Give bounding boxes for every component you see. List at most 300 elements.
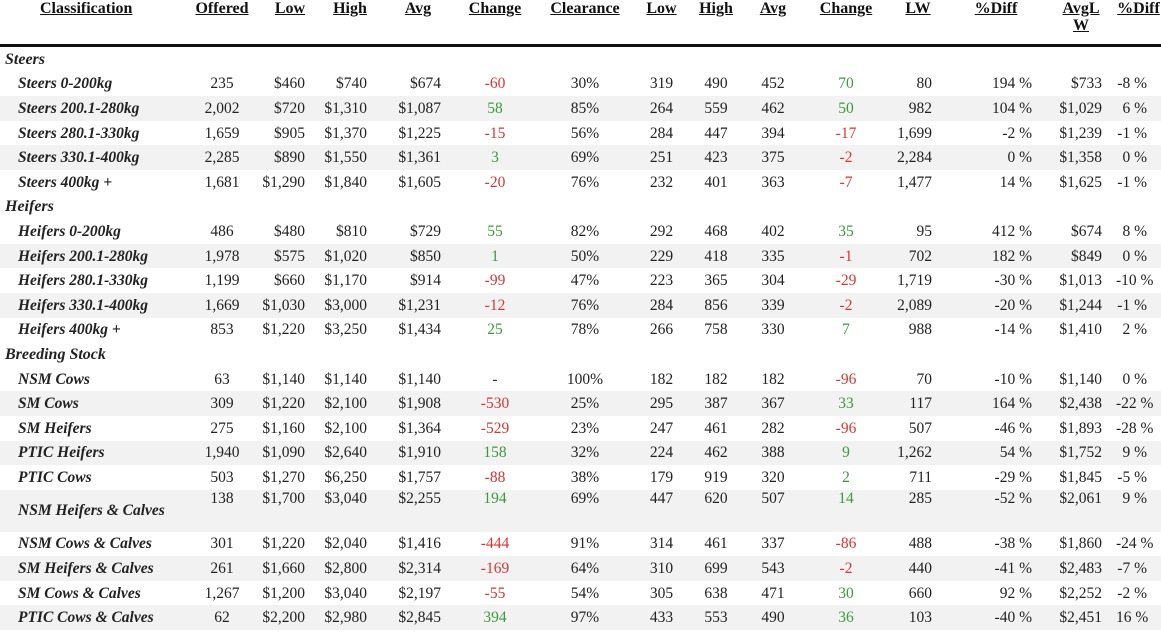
cell-avg-lw: $2,483 xyxy=(1046,556,1116,581)
cell-clearance: 91% xyxy=(570,535,600,553)
cell-pct-diff: -38 % xyxy=(994,535,1032,553)
cell-change-weight: -29 xyxy=(835,272,857,290)
cell-low-price: $1,200 xyxy=(262,584,305,602)
cell-avg-weight: 543 xyxy=(744,556,802,581)
cell-high-price: $2,100 xyxy=(324,419,367,437)
cell-low-weight: 266 xyxy=(649,321,674,339)
cell-lw: 117 xyxy=(890,391,946,416)
header-low: Low xyxy=(274,0,306,17)
cell-high-weight: 447 xyxy=(704,124,728,142)
cell-change-price: -529 xyxy=(480,419,510,437)
row-classification: SM Heifers & Calves xyxy=(0,556,183,581)
cell-lw: 70 xyxy=(916,370,932,388)
header-avg-lw: AvgL W xyxy=(1062,0,1100,34)
cell-avg-price: $1,087 xyxy=(381,96,455,121)
cell-avg-price: $914 xyxy=(410,272,441,290)
cell-pct-diff-2: 6 % xyxy=(1116,96,1161,121)
row-classification: Heifers 0-200kg xyxy=(18,222,121,240)
cell-offered: 138 xyxy=(183,490,261,532)
cell-low-weight: 284 xyxy=(649,124,674,142)
cell-clearance: 32% xyxy=(535,441,635,466)
cell-pct-diff: -30 % xyxy=(994,272,1032,290)
cell-offered: 309 xyxy=(183,391,261,416)
cell-avg-lw: $1,845 xyxy=(1059,468,1102,486)
header-change: Change xyxy=(468,0,522,17)
cell-avg-price: $1,908 xyxy=(381,391,455,416)
cell-avg-lw: $2,451 xyxy=(1046,605,1116,630)
cell-avg-lw: $2,061 xyxy=(1046,490,1116,532)
cell-pct-diff-2: -28 % xyxy=(1116,419,1154,437)
cell-low-weight: 264 xyxy=(635,96,688,121)
table-row xyxy=(0,72,1161,97)
cell-high-price: $3,250 xyxy=(324,321,367,339)
cell-low-price: $1,700 xyxy=(261,490,319,532)
cell-change-price: 3 xyxy=(455,145,535,170)
cell-pct-diff: -40 % xyxy=(946,605,1046,630)
cell-high-weight: 461 xyxy=(704,419,728,437)
table-row xyxy=(0,605,1161,630)
cell-avg-lw: $1,013 xyxy=(1059,272,1102,290)
cell-change-price: -12 xyxy=(455,293,535,318)
cell-change-weight: -2 xyxy=(802,145,890,170)
cell-high-price: $3,040 xyxy=(319,490,381,532)
cell-clearance: 23% xyxy=(570,419,600,437)
cell-avg-lw: $674 xyxy=(1071,222,1102,240)
table-row xyxy=(0,556,1161,581)
cell-change-weight: 70 xyxy=(838,75,854,93)
row-classification: Steers 0-200kg xyxy=(18,75,113,93)
cell-high-weight: 758 xyxy=(704,321,728,339)
cell-change-price: -55 xyxy=(484,584,506,602)
cell-low-price: $1,220 xyxy=(261,391,319,416)
cell-low-price: $660 xyxy=(274,272,305,290)
cell-low-weight: 224 xyxy=(635,441,688,466)
table-row xyxy=(0,219,1161,244)
cell-change-weight: 33 xyxy=(802,391,890,416)
cell-high-weight: 468 xyxy=(704,222,728,240)
cell-avg-weight: 282 xyxy=(761,419,785,437)
cell-clearance: 38% xyxy=(570,468,600,486)
cell-avg-price: $1,361 xyxy=(381,145,455,170)
cell-avg-lw: $1,244 xyxy=(1046,293,1116,318)
cell-low-weight: 182 xyxy=(649,370,674,388)
cell-lw: 702 xyxy=(890,244,946,269)
cell-change-weight: 30 xyxy=(838,584,854,602)
table-row xyxy=(0,416,1161,441)
cell-clearance: 30% xyxy=(570,75,600,93)
table-row xyxy=(0,532,1161,557)
table-row xyxy=(0,293,1161,318)
cell-change-weight: -86 xyxy=(835,535,857,553)
cell-lw: 80 xyxy=(916,75,932,93)
cell-pct-diff-2: -10 % xyxy=(1116,272,1154,290)
cell-change-price: 1 xyxy=(455,244,535,269)
table-row xyxy=(0,465,1161,490)
cell-avg-weight: 471 xyxy=(761,584,785,602)
section-row xyxy=(0,195,1161,220)
cell-high-weight: 401 xyxy=(704,173,728,191)
cell-avg-price: $1,225 xyxy=(398,124,441,142)
cell-avg-price: $1,364 xyxy=(398,419,441,437)
cell-offered: 503 xyxy=(210,468,234,486)
cell-avg-price: $729 xyxy=(410,222,441,240)
header-low-weight: Low xyxy=(646,0,677,17)
cell-offered: 2,285 xyxy=(183,145,261,170)
table-row xyxy=(0,367,1161,392)
cell-high-weight: 553 xyxy=(688,605,744,630)
cell-high-weight: 559 xyxy=(688,96,744,121)
cell-pct-diff-2: 2 % xyxy=(1122,321,1147,339)
cell-lw: 103 xyxy=(890,605,946,630)
cell-change-price: -99 xyxy=(484,272,506,290)
cell-offered: 1,267 xyxy=(204,584,240,602)
cell-change-price: -60 xyxy=(484,75,506,93)
row-classification: PTIC Cows xyxy=(18,468,92,486)
cell-avg-lw: $1,029 xyxy=(1046,96,1116,121)
cell-avg-weight: 339 xyxy=(744,293,802,318)
cell-low-weight: 179 xyxy=(649,468,674,486)
cell-avg-price: $2,314 xyxy=(381,556,455,581)
row-classification: Heifers 330.1-400kg xyxy=(0,293,183,318)
cell-avg-weight: 304 xyxy=(761,272,785,290)
cell-change-weight: -2 xyxy=(802,293,890,318)
cell-pct-diff: -29 % xyxy=(994,468,1032,486)
cell-change-weight: -96 xyxy=(835,370,857,388)
cell-pct-diff: 14 % xyxy=(999,173,1032,191)
table-row xyxy=(0,96,1161,121)
cell-high-price: $2,040 xyxy=(324,535,367,553)
cell-pct-diff: 54 % xyxy=(946,441,1046,466)
cell-low-weight: 310 xyxy=(635,556,688,581)
cell-pct-diff-2: 9 % xyxy=(1116,490,1161,532)
cell-change-price: 194 xyxy=(455,490,535,532)
cell-low-price: $460 xyxy=(274,75,305,93)
cell-change-price: - xyxy=(492,370,498,388)
cell-high-weight: 462 xyxy=(688,441,744,466)
cell-high-price: $2,100 xyxy=(319,391,381,416)
cell-clearance: 85% xyxy=(535,96,635,121)
section-title: Breeding Stock xyxy=(5,345,106,363)
cell-change-price: 58 xyxy=(455,96,535,121)
header-pct-diff-2: %Diff xyxy=(1117,0,1160,17)
cell-avg-lw: $2,438 xyxy=(1046,391,1116,416)
cell-high-price: $1,840 xyxy=(324,173,367,191)
cell-pct-diff: -2 % xyxy=(1002,124,1032,142)
cell-pct-diff-2: 0 % xyxy=(1122,370,1147,388)
cell-change-price: -20 xyxy=(484,173,506,191)
cell-avg-lw: $1,860 xyxy=(1059,535,1102,553)
cell-low-weight: 295 xyxy=(635,391,688,416)
cell-high-price: $6,250 xyxy=(324,468,367,486)
table-header xyxy=(0,0,1161,46)
cell-lw: 1,699 xyxy=(897,124,932,142)
cell-clearance: 54% xyxy=(570,584,600,602)
cell-high-price: $1,020 xyxy=(319,244,381,269)
cell-low-price: $905 xyxy=(274,124,305,142)
cell-avg-price: $1,140 xyxy=(398,370,441,388)
cell-pct-diff: 92 % xyxy=(999,584,1032,602)
cell-change-weight: 7 xyxy=(842,321,850,339)
cell-clearance: 64% xyxy=(535,556,635,581)
table-row xyxy=(0,145,1161,170)
cell-change-weight: -2 xyxy=(802,556,890,581)
cell-pct-diff: 0 % xyxy=(946,145,1046,170)
cell-pct-diff: -14 % xyxy=(994,321,1032,339)
table-row xyxy=(0,244,1161,269)
cell-avg-lw: $849 xyxy=(1046,244,1116,269)
cell-lw: 2,284 xyxy=(890,145,946,170)
cell-clearance: 69% xyxy=(535,490,635,532)
cell-offered: 1,199 xyxy=(204,272,240,290)
cell-avg-lw: $1,893 xyxy=(1059,419,1102,437)
cell-low-price: $890 xyxy=(261,145,319,170)
cell-avg-weight: 335 xyxy=(744,244,802,269)
header-lw: LW xyxy=(905,0,931,17)
cell-avg-lw: $2,252 xyxy=(1059,584,1102,602)
cell-avg-lw: $1,239 xyxy=(1059,124,1102,142)
cell-avg-lw: $1,625 xyxy=(1059,173,1102,191)
header-pct-diff: %Diff xyxy=(974,0,1018,17)
cell-offered: 62 xyxy=(183,605,261,630)
cell-lw: 1,262 xyxy=(890,441,946,466)
cell-change-weight: -96 xyxy=(835,419,857,437)
cell-lw: 1,477 xyxy=(897,173,932,191)
cell-high-weight: 490 xyxy=(704,75,728,93)
cell-pct-diff-2: -1 % xyxy=(1117,173,1147,191)
cell-avg-price: $1,416 xyxy=(398,535,441,553)
cell-avg-lw: $1,752 xyxy=(1046,441,1116,466)
cell-high-weight: 182 xyxy=(704,370,728,388)
cell-clearance: 100% xyxy=(566,370,604,388)
header-offered: Offered xyxy=(195,0,249,17)
table-row xyxy=(0,490,1161,532)
table-row xyxy=(0,318,1161,343)
cell-clearance: 78% xyxy=(570,321,600,339)
cell-pct-diff: -20 % xyxy=(946,293,1046,318)
cell-high-price: $2,640 xyxy=(319,441,381,466)
cell-low-weight: 319 xyxy=(649,75,674,93)
cell-low-weight: 284 xyxy=(635,293,688,318)
cell-high-price: $3,000 xyxy=(319,293,381,318)
cell-high-weight: 423 xyxy=(688,145,744,170)
cell-lw: 660 xyxy=(908,584,932,602)
cell-low-price: $1,160 xyxy=(262,419,305,437)
cell-low-weight: 251 xyxy=(635,145,688,170)
cell-low-price: $1,220 xyxy=(262,321,305,339)
cell-lw: 440 xyxy=(890,556,946,581)
cell-offered: 63 xyxy=(214,370,230,388)
cell-lw: 285 xyxy=(890,490,946,532)
cell-pct-diff-2: -1 % xyxy=(1116,293,1161,318)
cell-high-price: $740 xyxy=(336,75,367,93)
table-row xyxy=(0,170,1161,195)
cell-pct-diff: -52 % xyxy=(946,490,1046,532)
cell-change-price: -530 xyxy=(455,391,535,416)
cell-high-weight: 620 xyxy=(688,490,744,532)
cell-offered: 1,681 xyxy=(204,173,240,191)
cell-lw: 982 xyxy=(890,96,946,121)
cell-change-weight: 50 xyxy=(802,96,890,121)
row-classification: SM Cows xyxy=(0,391,183,416)
row-classification: PTIC Heifers xyxy=(0,441,183,466)
table-row xyxy=(0,441,1161,466)
cell-avg-price: $1,757 xyxy=(398,468,441,486)
cell-avg-price: $674 xyxy=(410,75,441,93)
cell-high-weight: 418 xyxy=(688,244,744,269)
cell-pct-diff: 182 % xyxy=(946,244,1046,269)
cell-low-weight: 433 xyxy=(635,605,688,630)
header-classification: Classification xyxy=(40,0,133,17)
cell-clearance: 56% xyxy=(570,124,600,142)
cell-pct-diff: -46 % xyxy=(994,419,1032,437)
cell-pct-diff: 104 % xyxy=(946,96,1046,121)
cell-low-price: $575 xyxy=(261,244,319,269)
cell-avg-weight: 462 xyxy=(744,96,802,121)
cell-avg-weight: 388 xyxy=(744,441,802,466)
cell-offered: 275 xyxy=(210,419,234,437)
cell-pct-diff-2: 9 % xyxy=(1116,441,1161,466)
cell-avg-weight: 490 xyxy=(744,605,802,630)
cell-change-weight: 9 xyxy=(802,441,890,466)
cell-avg-weight: 363 xyxy=(761,173,785,191)
cell-pct-diff-2: 8 % xyxy=(1122,222,1147,240)
cell-offered: 235 xyxy=(210,75,234,93)
cell-low-price: $1,270 xyxy=(262,468,305,486)
header-row xyxy=(0,0,1161,46)
cell-avg-price: $850 xyxy=(381,244,455,269)
cell-avg-weight: 375 xyxy=(744,145,802,170)
cell-pct-diff-2: 16 % xyxy=(1116,605,1161,630)
cell-avg-weight: 337 xyxy=(761,535,785,553)
cell-change-price: 394 xyxy=(455,605,535,630)
cell-avg-price: $1,605 xyxy=(398,173,441,191)
row-classification: NSM Cows xyxy=(18,370,90,388)
cell-high-price: $1,310 xyxy=(319,96,381,121)
section-row xyxy=(0,46,1161,72)
cell-pct-diff: 412 % xyxy=(991,222,1032,240)
cell-pct-diff-2: -8 % xyxy=(1117,75,1147,93)
cell-lw: 1,719 xyxy=(897,272,932,290)
cell-lw: 488 xyxy=(908,535,932,553)
row-classification: Steers 200.1-280kg xyxy=(0,96,183,121)
cell-pct-diff-2: 0 % xyxy=(1116,244,1161,269)
cell-high-weight: 699 xyxy=(688,556,744,581)
cell-pct-diff-2: -22 % xyxy=(1116,391,1161,416)
cell-pct-diff-2: -24 % xyxy=(1116,535,1154,553)
cell-low-weight: 232 xyxy=(649,173,674,191)
cell-high-price: $2,980 xyxy=(319,605,381,630)
cell-lw: 507 xyxy=(908,419,932,437)
cell-change-price: -88 xyxy=(484,468,506,486)
cell-clearance: 97% xyxy=(535,605,635,630)
cell-change-weight: 36 xyxy=(802,605,890,630)
cell-high-price: $810 xyxy=(336,222,367,240)
cell-high-price: $2,800 xyxy=(319,556,381,581)
cell-avg-weight: 507 xyxy=(744,490,802,532)
row-classification: NSM Heifers & Calves xyxy=(0,490,183,532)
cell-offered: 261 xyxy=(183,556,261,581)
table-body xyxy=(0,46,1161,631)
cell-lw: 2,089 xyxy=(890,293,946,318)
row-classification: Heifers 400kg + xyxy=(18,321,121,339)
cell-low-price: $720 xyxy=(261,96,319,121)
cell-pct-diff: 194 % xyxy=(991,75,1032,93)
table-row xyxy=(0,268,1161,293)
cell-low-weight: 314 xyxy=(649,535,674,553)
row-classification: SM Cows & Calves xyxy=(18,584,141,602)
cell-clearance: 76% xyxy=(535,293,635,318)
cell-change-price: -444 xyxy=(480,535,510,553)
cell-clearance: 69% xyxy=(535,145,635,170)
cell-low-price: $1,140 xyxy=(262,370,305,388)
cell-change-weight: 14 xyxy=(802,490,890,532)
cell-avg-lw: $733 xyxy=(1071,75,1102,93)
cell-high-weight: 461 xyxy=(704,535,728,553)
section-title: Steers xyxy=(5,50,45,68)
cell-avg-lw: $1,410 xyxy=(1059,321,1102,339)
cell-lw: 95 xyxy=(916,222,932,240)
cell-clearance: 25% xyxy=(535,391,635,416)
cell-high-price: $1,550 xyxy=(319,145,381,170)
cell-change-price: 158 xyxy=(455,441,535,466)
cell-offered: 486 xyxy=(210,222,234,240)
cell-low-price: $480 xyxy=(274,222,305,240)
cell-avg-price: $1,231 xyxy=(381,293,455,318)
cell-avg-weight: 330 xyxy=(761,321,785,339)
cell-pct-diff-2: -1 % xyxy=(1117,124,1147,142)
table-row xyxy=(0,121,1161,146)
row-classification: Heifers 200.1-280kg xyxy=(0,244,183,269)
cell-offered: 1,978 xyxy=(183,244,261,269)
cell-lw: 988 xyxy=(908,321,932,339)
cell-low-weight: 292 xyxy=(649,222,674,240)
cell-pct-diff-2: -7 % xyxy=(1116,556,1161,581)
cell-low-weight: 447 xyxy=(635,490,688,532)
cell-avg-price: $1,434 xyxy=(398,321,441,339)
cell-low-price: $1,030 xyxy=(261,293,319,318)
cell-low-price: $1,220 xyxy=(262,535,305,553)
cell-low-weight: 305 xyxy=(649,584,674,602)
cell-clearance: 82% xyxy=(570,222,600,240)
header-high-weight: High xyxy=(699,0,733,17)
cell-lw: 711 xyxy=(909,468,932,486)
cell-avg-weight: 320 xyxy=(761,468,785,486)
cell-change-price: -169 xyxy=(455,556,535,581)
cell-clearance: 76% xyxy=(570,173,600,191)
row-classification: NSM Cows & Calves xyxy=(18,535,152,553)
cell-low-price: $1,660 xyxy=(261,556,319,581)
cell-change-weight: -7 xyxy=(839,173,853,191)
cell-change-weight: 2 xyxy=(842,468,850,486)
header-clearance: Clearance xyxy=(550,0,620,17)
cell-avg-weight: 394 xyxy=(761,124,785,142)
header-change-weight: Change xyxy=(819,0,873,17)
cell-clearance: 47% xyxy=(570,272,600,290)
row-classification: PTIC Cows & Calves xyxy=(0,605,183,630)
cell-low-weight: 229 xyxy=(635,244,688,269)
cell-avg-weight: 452 xyxy=(761,75,785,93)
cell-change-price: -15 xyxy=(484,124,506,142)
cell-low-weight: 247 xyxy=(649,419,674,437)
cell-high-weight: 856 xyxy=(688,293,744,318)
cell-avg-weight: 402 xyxy=(761,222,785,240)
cell-high-price: $1,370 xyxy=(324,124,367,142)
cell-avg-price: $2,197 xyxy=(398,584,441,602)
cell-pct-diff-2: -2 % xyxy=(1117,584,1147,602)
cell-pct-diff: -10 % xyxy=(994,370,1032,388)
cell-offered: 301 xyxy=(210,535,234,553)
cell-offered: 1,940 xyxy=(183,441,261,466)
